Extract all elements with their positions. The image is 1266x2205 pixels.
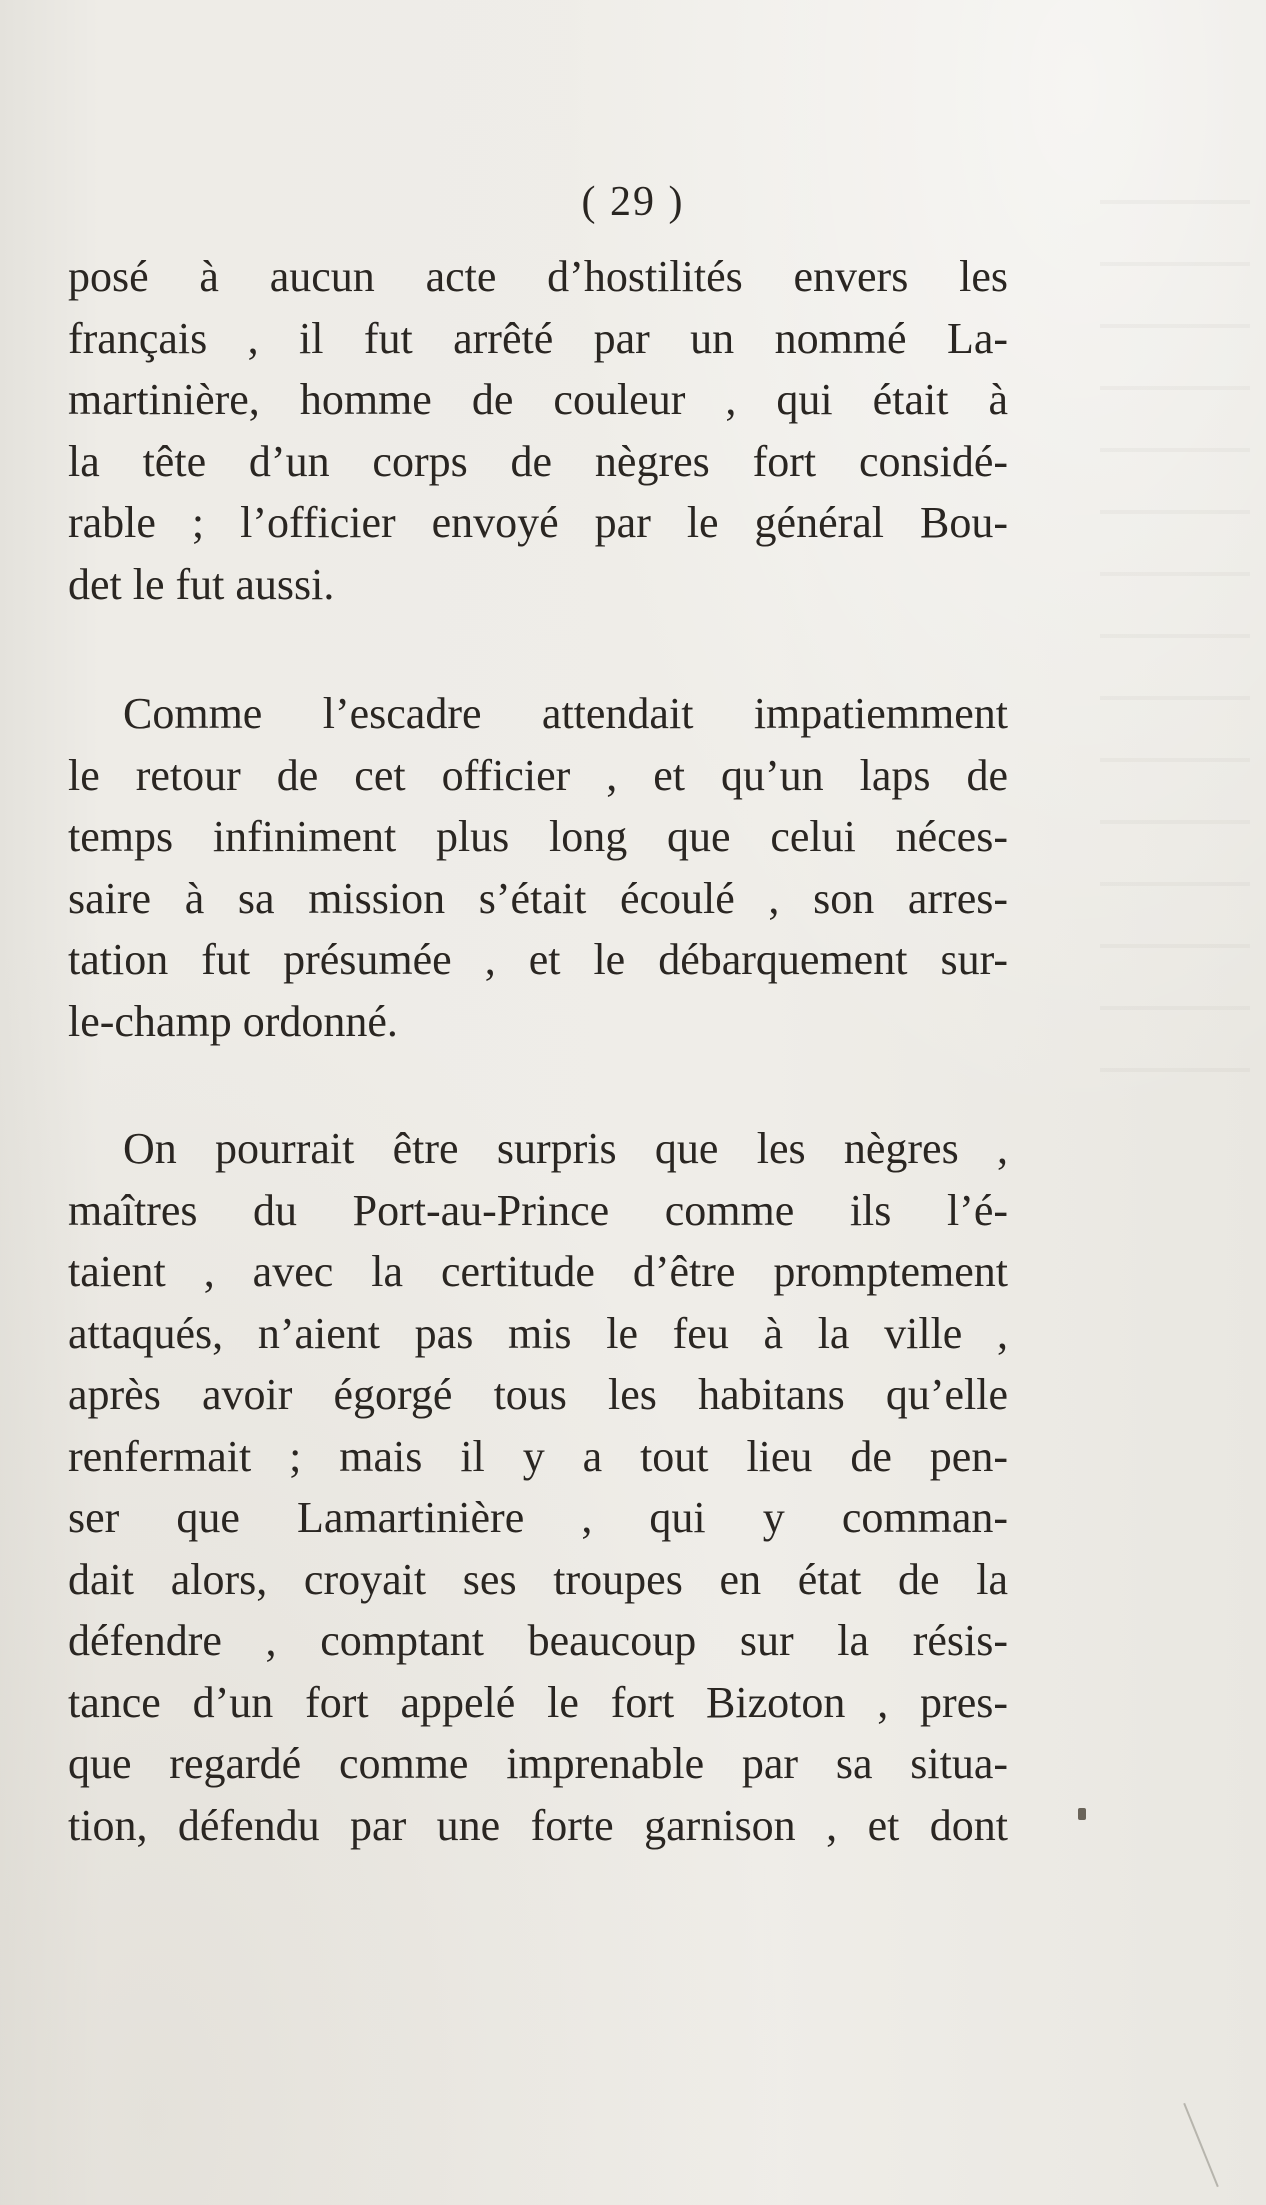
paper-scratch bbox=[1183, 2103, 1219, 2187]
paragraph-gap bbox=[68, 615, 1008, 683]
text-line: taient , avec la certitude d’être promptement bbox=[68, 1247, 1008, 1296]
bleed-through-shadow bbox=[1100, 200, 1250, 1100]
text-line: det le fut aussi. bbox=[68, 559, 335, 609]
text-line: maîtres du Port-au-Prince comme ils l’é- bbox=[68, 1185, 1008, 1235]
ink-speck bbox=[1078, 1808, 1086, 1820]
text-line: défendre , comptant beaucoup sur la résis- bbox=[68, 1616, 1008, 1665]
text-line: la tête d’un corps de nègres fort considé- bbox=[68, 436, 1008, 486]
text-line: tation fut présumée , et le débarquement sur- bbox=[68, 935, 1008, 984]
paragraph-3 bbox=[68, 1118, 1008, 1856]
text-line: On pourrait être surpris que les nègres , bbox=[123, 1124, 1008, 1173]
text-line: martinière, homme de couleur , qui était à bbox=[68, 375, 1008, 424]
text-line: rable ; l’officier envoyé par le général Bou- bbox=[68, 498, 1008, 547]
text-line: Comme l’escadre attendait impatiemment bbox=[123, 689, 1008, 738]
text-line: saire à sa mission s’était écoulé , son arres- bbox=[68, 873, 1008, 923]
text-line: renfermait ; mais il y a tout lieu de pen- bbox=[68, 1431, 1008, 1481]
paragraph-gap bbox=[68, 1052, 1008, 1118]
text-line: temps infiniment plus long que celui néces- bbox=[68, 812, 1008, 861]
text-line: que regardé comme imprenable par sa situa- bbox=[68, 1739, 1008, 1788]
paragraph-1 bbox=[68, 246, 1008, 615]
text-line: le retour de cet officier , et qu’un laps de bbox=[68, 750, 1008, 800]
text-line: tance d’un fort appelé le fort Bizoton , pres- bbox=[68, 1677, 1008, 1727]
body-text bbox=[68, 246, 1008, 1856]
text-line: dait alors, croyait ses troupes en état de la bbox=[68, 1554, 1008, 1604]
text-line: posé à aucun acte d’hostilités envers les bbox=[68, 252, 1008, 301]
text-line: français , il fut arrêté par un nommé La- bbox=[68, 313, 1008, 363]
text-line: après avoir égorgé tous les habitans qu’elle bbox=[68, 1370, 1008, 1419]
text-line: attaqués, n’aient pas mis le feu à la ville , bbox=[68, 1308, 1008, 1358]
text-line: le-champ ordonné. bbox=[68, 996, 398, 1046]
text-line: ser que Lamartinière , qui y comman- bbox=[68, 1493, 1008, 1542]
paragraph-2 bbox=[68, 683, 1008, 1052]
text-line: tion, défendu par une forte garnison , et dont bbox=[68, 1800, 1008, 1850]
page-number: ( 29 ) bbox=[581, 179, 685, 225]
